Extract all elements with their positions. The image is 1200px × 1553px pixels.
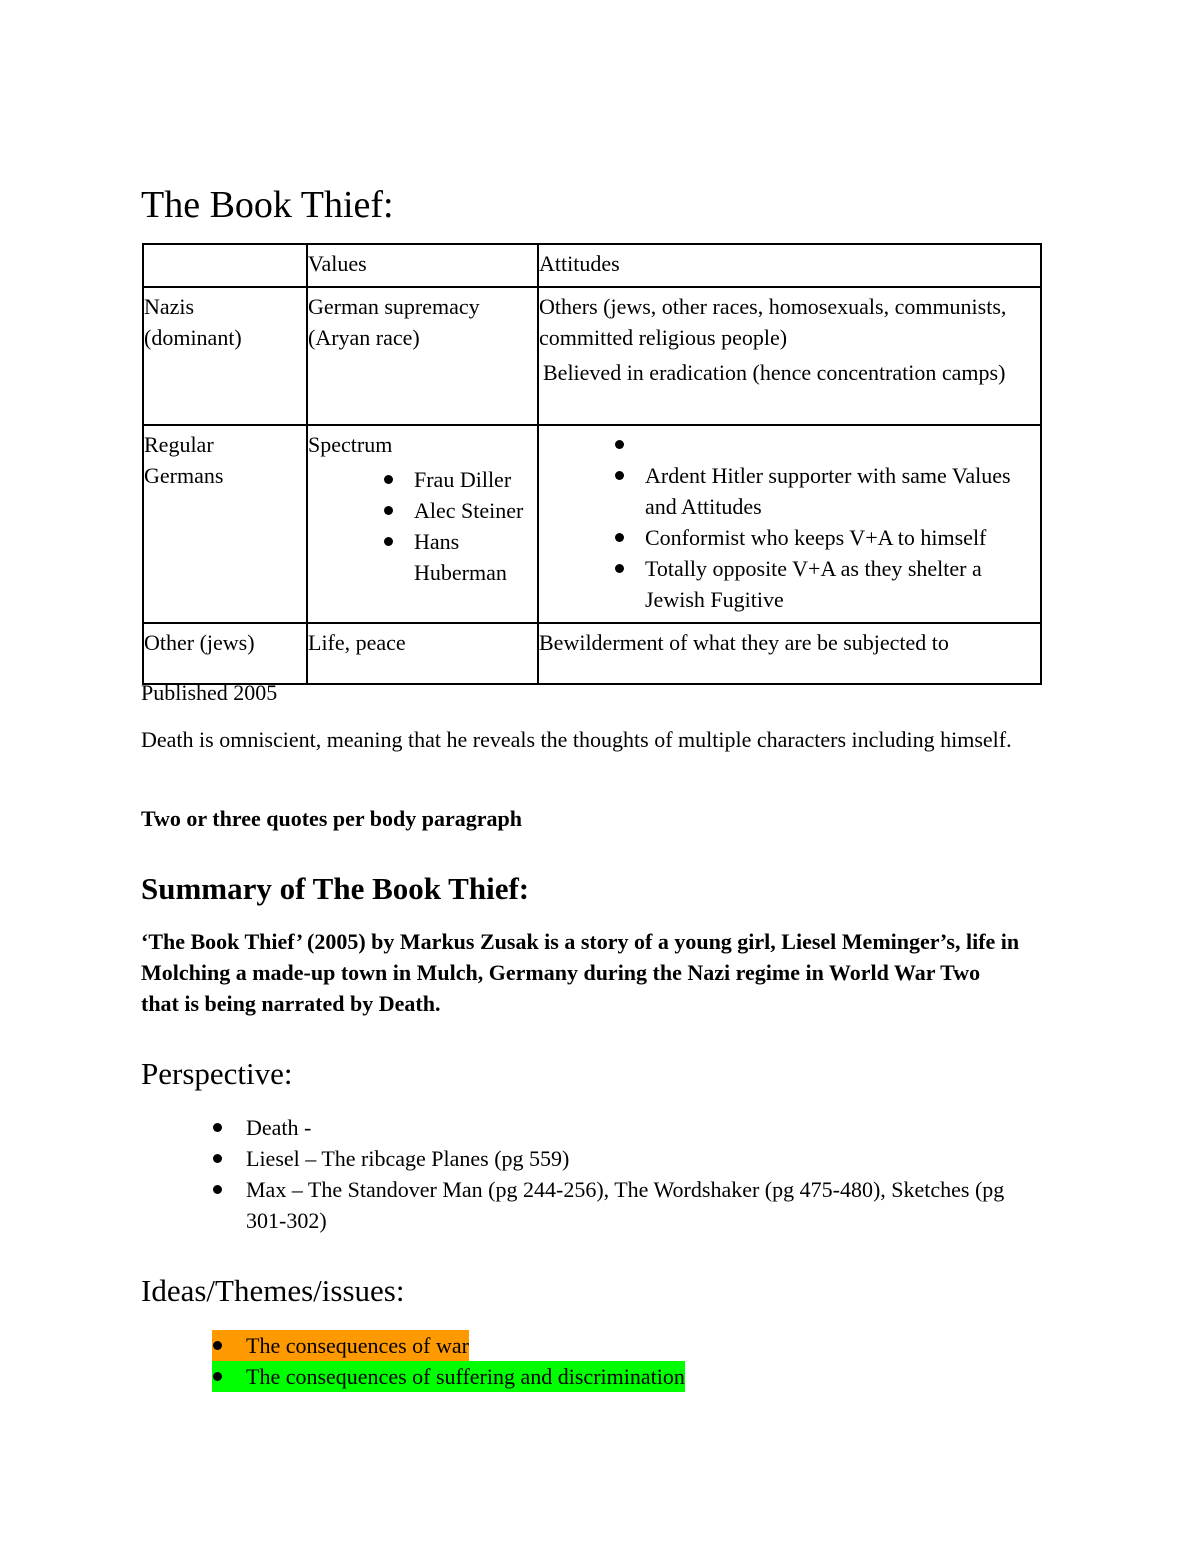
table-row-nazis bbox=[143, 287, 1041, 425]
group-line: (dominant) bbox=[144, 325, 242, 350]
list-item bbox=[246, 1174, 1046, 1236]
group-cell: Other (jews) bbox=[143, 623, 307, 684]
list-item-text: Liesel – The ribcage Planes (pg 559) bbox=[246, 1146, 570, 1171]
values-intro: Spectrum bbox=[308, 432, 393, 457]
attitudes-paragraph: Others (jews, other races, homosexuals, communists, committed religious people) bbox=[539, 294, 1007, 350]
bullet-icon bbox=[213, 1341, 222, 1350]
bullet-icon bbox=[213, 1372, 222, 1381]
list-item: Hans Huberman bbox=[414, 526, 537, 588]
attitudes-cell bbox=[538, 287, 1041, 425]
list-item bbox=[645, 429, 1040, 460]
values-line: German supremacy bbox=[308, 294, 480, 319]
perspective-list bbox=[246, 1112, 1046, 1236]
attitudes-bullet-list bbox=[539, 429, 1040, 615]
list-item: Conformist who keeps V+A to himself bbox=[645, 522, 1040, 553]
values-cell bbox=[307, 287, 538, 425]
list-item: Totally opposite V+A as they shelter a Jewish Fugitive bbox=[645, 553, 1040, 615]
document-title: The Book Thief: bbox=[141, 184, 394, 226]
header-cell-empty bbox=[143, 244, 307, 287]
list-item-text: Max – The Standover Man (pg 244-256), The Wordshaker (pg 475-480), Sketches (pg 301-302) bbox=[246, 1177, 1005, 1233]
list-item-text: Death - bbox=[246, 1115, 312, 1140]
values-bullet-list bbox=[308, 464, 537, 588]
table-row-regular-germans bbox=[143, 425, 1041, 623]
summary-text: ‘The Book Thief’ (2005) by Markus Zusak is a story of a young girl, Liesel Meminger’s, life in Molching a made-up town in Mulch, Germany during the Nazi regime in World War Two that is being narrated by Death. bbox=[141, 929, 1020, 1016]
table-row-other bbox=[143, 623, 1041, 684]
list-item bbox=[212, 1330, 469, 1361]
list-item: Alec Steiner bbox=[414, 495, 537, 526]
list-item-text: The consequences of suffering and discrimination bbox=[246, 1364, 685, 1389]
list-item bbox=[212, 1361, 685, 1392]
header-cell-attitudes: Attitudes bbox=[538, 244, 1041, 287]
values-cell: Life, peace bbox=[307, 623, 538, 684]
values-attitudes-table bbox=[142, 243, 1042, 685]
group-cell bbox=[143, 425, 307, 623]
header-cell-values: Values bbox=[307, 244, 538, 287]
list-item-text: The consequences of war bbox=[246, 1333, 469, 1358]
group-line: Nazis bbox=[144, 294, 195, 319]
themes-list bbox=[212, 1330, 685, 1392]
summary-heading: Summary of The Book Thief: bbox=[141, 871, 530, 906]
death-note: Death is omniscient, meaning that he reveals the thoughts of multiple characters including himself. bbox=[141, 727, 1012, 752]
group-line: Regular bbox=[144, 432, 214, 457]
values-line: (Aryan race) bbox=[308, 325, 420, 350]
attitudes-paragraph: Believed in eradication (hence concentration camps) bbox=[543, 360, 1006, 385]
list-item bbox=[246, 1143, 1046, 1174]
list-item bbox=[246, 1112, 1046, 1143]
list-item: Ardent Hitler supporter with same Values and Attitudes bbox=[645, 460, 1040, 522]
bullet-icon bbox=[213, 1123, 222, 1132]
themes-heading: Ideas/Themes/issues: bbox=[141, 1273, 405, 1308]
attitudes-cell: Bewilderment of what they are be subjected to bbox=[538, 623, 1041, 684]
attitudes-cell bbox=[538, 425, 1041, 623]
bullet-icon bbox=[213, 1185, 222, 1194]
values-cell bbox=[307, 425, 538, 623]
table-header-row bbox=[143, 244, 1041, 287]
group-line: Germans bbox=[144, 463, 224, 488]
list-item: Frau Diller bbox=[414, 464, 537, 495]
quotes-note: Two or three quotes per body paragraph bbox=[141, 806, 522, 831]
perspective-heading: Perspective: bbox=[141, 1056, 293, 1091]
bullet-icon bbox=[213, 1154, 222, 1163]
group-cell bbox=[143, 287, 307, 425]
published-note: Published 2005 bbox=[141, 680, 278, 705]
